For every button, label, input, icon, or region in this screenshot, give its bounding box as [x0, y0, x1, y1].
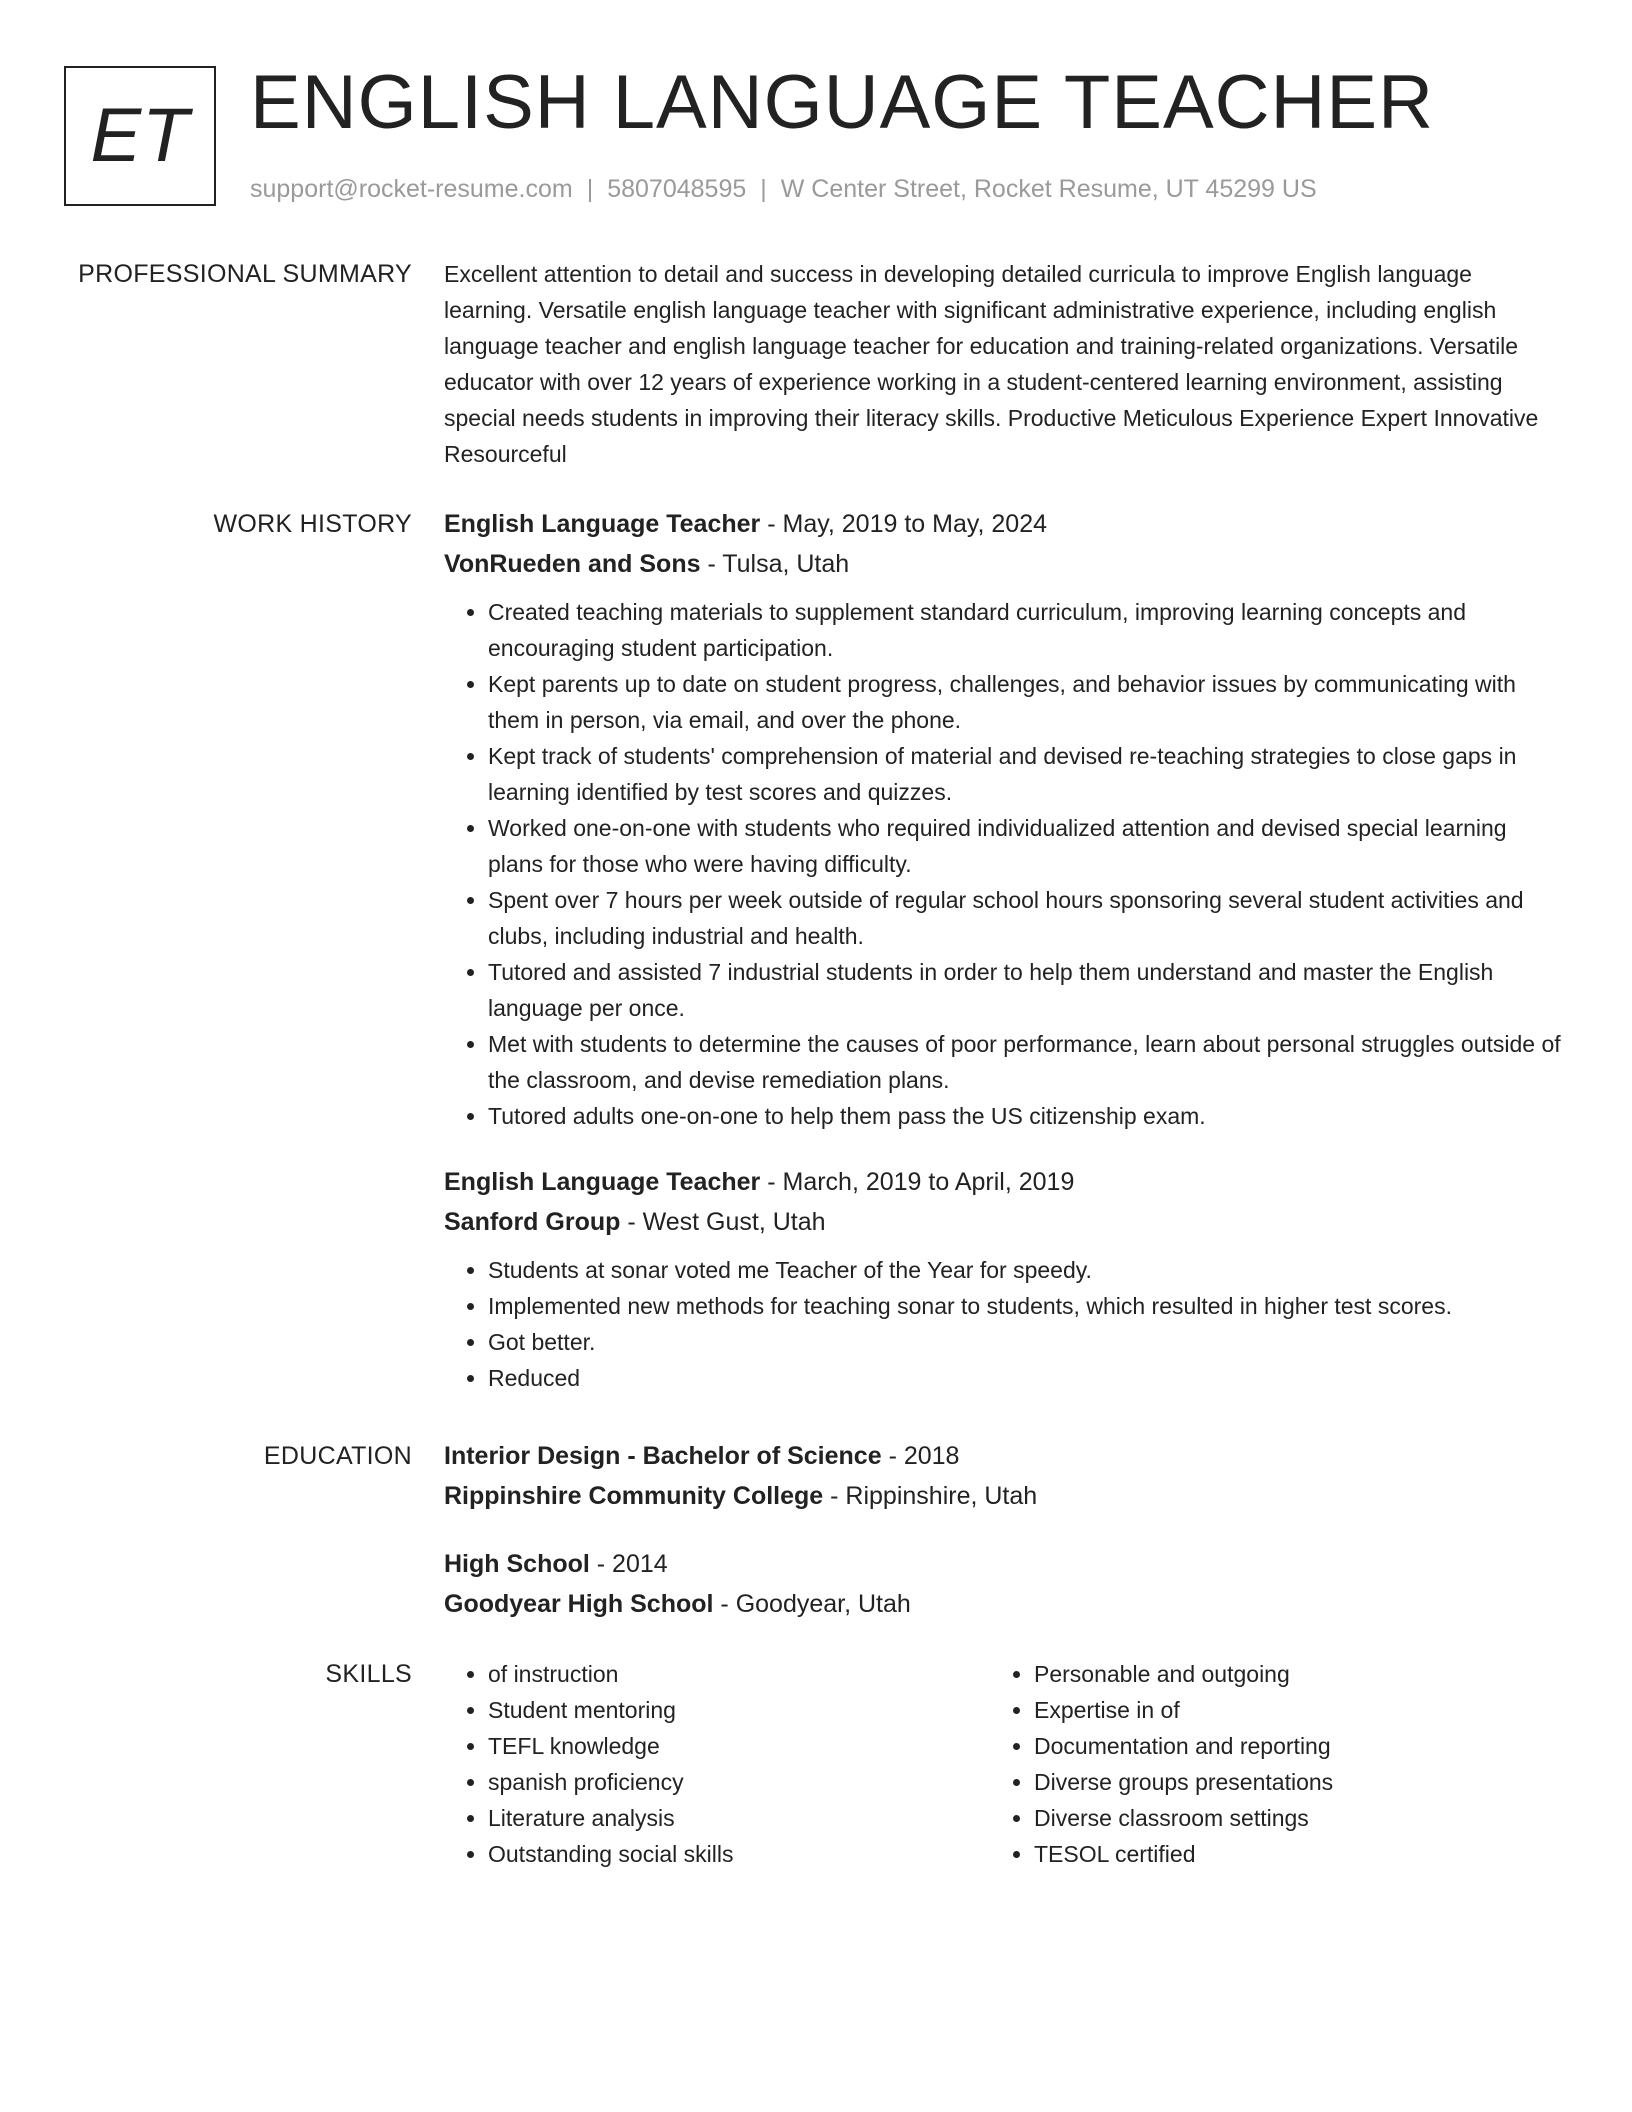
job-bullets [444, 1252, 1564, 1396]
job-bullet: • Got better. [488, 1324, 1564, 1360]
education-year: - 2018 [881, 1442, 960, 1470]
job-dates: - May, 2019 to May, 2024 [760, 510, 1047, 538]
education-location: - Goodyear, Utah [713, 1590, 911, 1618]
skills-heading: SKILLS [325, 1660, 412, 1688]
education-year: - 2014 [589, 1550, 668, 1578]
skill-item: • Diverse classroom settings [1034, 1800, 1536, 1836]
skills-body [444, 1656, 1564, 1872]
job-bullet: • Reduced [488, 1360, 1564, 1396]
job-company: Sanford Group [444, 1208, 621, 1236]
skill-item: • spanish proficiency [488, 1764, 990, 1800]
education-school: Rippinshire Community College [444, 1482, 824, 1510]
job-bullet: • Spent over 7 hours per week outside of regular school hours sponsoring several student activities and clubs, including industrial and health. [488, 882, 1564, 954]
job-bullet: • Kept track of students' comprehension of material and devised re-teaching strategies to close gaps in learning identified by test scores and quizzes. [488, 738, 1564, 810]
education-body [444, 1436, 1564, 1652]
contact-line [250, 172, 1317, 206]
skill-item: • Student mentoring [488, 1692, 990, 1728]
skill-item: • TEFL knowledge [488, 1728, 990, 1764]
job-title: English Language Teacher [444, 510, 761, 538]
skills-list-right [990, 1656, 1536, 1872]
contact-phone: 5807048595 [607, 175, 747, 203]
job-bullet: • Implemented new methods for teaching sonar to students, which resulted in higher test scores. [488, 1288, 1564, 1324]
education-school: Goodyear High School [444, 1590, 714, 1618]
skill-item: • TESOL certified [1034, 1836, 1536, 1872]
job-entry [444, 504, 1564, 1134]
job-title: English Language Teacher [444, 1168, 761, 1196]
contact-address: W Center Street, Rocket Resume, UT 45299 US [780, 175, 1317, 203]
skills-list-left [444, 1656, 990, 1872]
work-history-body [444, 504, 1564, 1424]
job-bullet: • Created teaching materials to supplement standard curriculum, improving learning concepts and encouraging student participation. [488, 594, 1564, 666]
job-bullet: • Tutored adults one-on-one to help them pass the US citizenship exam. [488, 1098, 1564, 1134]
skills-column-right [990, 1656, 1536, 1872]
job-company: VonRueden and Sons [444, 550, 701, 578]
job-bullet: • Tutored and assisted 7 industrial students in order to help them understand and master the English language per once. [488, 954, 1564, 1026]
education-degree-line [444, 1436, 1564, 1476]
work-history-heading: WORK HISTORY [213, 510, 412, 538]
skill-item: • Expertise in of [1034, 1692, 1536, 1728]
contact-separator: | [586, 175, 594, 203]
job-bullet: • Worked one-on-one with students who required individualized attention and devised special learning plans for those who were having difficulty. [488, 810, 1564, 882]
resume-name: ENGLISH LANGUAGE TEACHER [250, 60, 1435, 145]
job-entry [444, 1162, 1564, 1396]
skill-item: • Literature analysis [488, 1800, 990, 1836]
job-title-line [444, 504, 1564, 544]
job-bullet: • Kept parents up to date on student progress, challenges, and behavior issues by communicating with them in person, via email, and over the phone. [488, 666, 1564, 738]
skill-item: • Documentation and reporting [1034, 1728, 1536, 1764]
skill-item: • Personable and outgoing [1034, 1656, 1536, 1692]
education-school-line [444, 1476, 1564, 1516]
education-heading: EDUCATION [263, 1442, 412, 1470]
skill-item: • Diverse groups presentations [1034, 1764, 1536, 1800]
contact-email: support@rocket-resume.com [250, 175, 573, 203]
job-company-line [444, 1202, 1564, 1242]
monogram-box [64, 66, 216, 206]
job-title-line [444, 1162, 1564, 1202]
education-entry [444, 1436, 1564, 1516]
job-dates: - March, 2019 to April, 2019 [760, 1168, 1075, 1196]
education-degree: High School [444, 1550, 590, 1578]
skills-column-left [444, 1656, 990, 1872]
education-school-line [444, 1584, 1564, 1624]
job-location: - Tulsa, Utah [700, 550, 850, 578]
job-bullets [444, 594, 1564, 1134]
job-bullet: • Met with students to determine the causes of poor performance, learn about personal struggles outside of the classroom, and devise remediation plans. [488, 1026, 1564, 1098]
job-bullet: • Students at sonar voted me Teacher of the Year for speedy. [488, 1252, 1564, 1288]
education-degree: Interior Design - Bachelor of Science [444, 1442, 882, 1470]
job-location: - West Gust, Utah [620, 1208, 826, 1236]
education-location: - Rippinshire, Utah [823, 1482, 1038, 1510]
summary-text: Excellent attention to detail and success in developing detailed curricula to improve English language learning. Versatile english language teacher with significant administrative experience, including english language teacher and english language teacher for education and training-related organizations. Versatile educator with over 12 years of experience working in a student-centered learning environment, assisting special needs students in improving their literacy skills. Productive Meticulous Experience Expert Innovative Resourceful [444, 261, 1539, 467]
education-entry [444, 1544, 1564, 1624]
contact-separator: | [760, 175, 767, 203]
education-degree-line [444, 1544, 1564, 1584]
job-company-line [444, 544, 1564, 584]
summary-heading: PROFESSIONAL SUMMARY [78, 260, 412, 288]
summary-body [444, 256, 1564, 472]
monogram-initials: ET [90, 93, 190, 178]
skill-item: • of instruction [488, 1656, 990, 1692]
skill-item: • Outstanding social skills [488, 1836, 990, 1872]
